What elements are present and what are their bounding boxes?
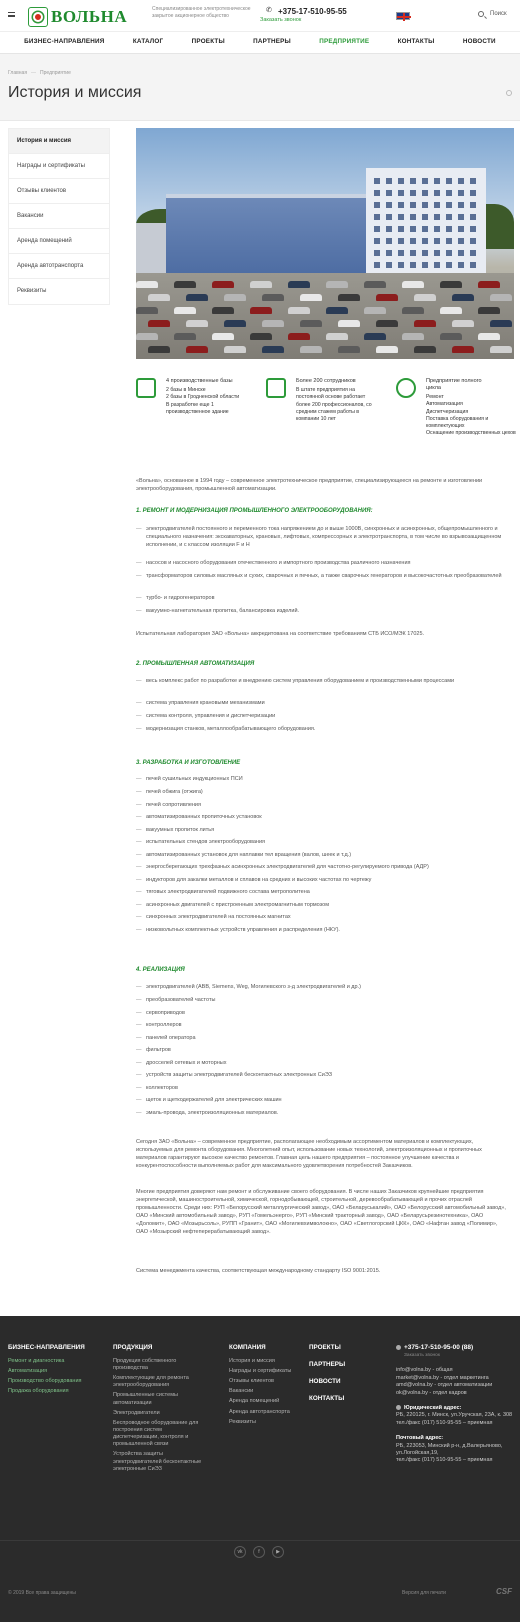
outro-paragraph: Система менеджмента качества, соответствующая международному стандарту ISO 9001:2015. [136, 1268, 381, 1274]
list-item: — тяговых электродвигателей подвижного состава метрополитена [136, 889, 506, 897]
footer-nav-news[interactable]: НОВОСТИ [309, 1377, 341, 1385]
footer-nav-projects[interactable]: ПРОЕКТЫ [309, 1344, 341, 1351]
list-item: — фильтров [136, 1047, 506, 1055]
list-item: — печей обжига (отжига) [136, 789, 506, 797]
sidebar-item-reviews[interactable]: Отзывы клиентов [9, 179, 109, 204]
footer-link[interactable]: Промышленные системы автоматизации [113, 1392, 178, 1406]
list-item: — энергосберегающих трехфазных асинхронных электродвигателей для частотно-регулируемого привода (АДР) [136, 864, 506, 872]
legal-phone: тел./факс (017) 510-95-55 – приемная [396, 1419, 493, 1426]
list-item: — весь комплекс работ по разработке и внедрению систем управления оборудованием и производственными процессами [136, 678, 506, 686]
list-item: — панелей оператора [136, 1035, 506, 1043]
breadcrumb: Главная — Предприятие [8, 70, 71, 76]
footer-heading[interactable]: БИЗНЕС-НАПРАВЛЕНИЯ [8, 1344, 85, 1351]
feature-title: Более 200 сотрудников [296, 378, 356, 384]
footer-email[interactable]: amd@volna.by - отдел автоматизации [396, 1382, 493, 1389]
footer-link[interactable]: Вакансии [229, 1388, 254, 1395]
list-item: — автоматизированных пропиточных установок [136, 814, 506, 822]
footer-email[interactable]: market@volna.by - отдел маркетинга [396, 1374, 489, 1381]
footer-contacts [396, 1344, 516, 1465]
footer-link[interactable]: Автоматизация [8, 1368, 48, 1374]
section-heading: 4. РЕАЛИЗАЦИЯ [136, 967, 185, 973]
list-item: — система управления крановыми механизмами [136, 700, 506, 708]
breadcrumb-home[interactable]: Главная [8, 70, 28, 76]
list-item: — низковольтных комплектных устройств управления и распределения (НКУ). [136, 927, 506, 935]
footer-link[interactable]: История и миссия [229, 1357, 275, 1364]
footer-link[interactable]: Ремонт и диагностика [8, 1357, 65, 1364]
list-item: — синхронных электродвигателей на постоянных магнитах [136, 914, 506, 922]
site-footer [0, 1316, 520, 1622]
breadcrumb-company[interactable]: Предприятие [40, 70, 71, 76]
page-title: История и миссия [8, 84, 142, 101]
search-label[interactable]: Поиск [490, 11, 507, 17]
header-phone[interactable]: +375-17-510-95-55 [278, 7, 347, 16]
legal-address-title: Юридический адрес: [404, 1404, 462, 1411]
nav-item-projects[interactable]: ПРОЕКТЫ [191, 38, 225, 46]
search-icon[interactable] [478, 11, 484, 17]
footer-link[interactable]: Электродвигатели [113, 1409, 160, 1416]
nav-item-contacts[interactable]: КОНТАКТЫ [397, 38, 435, 46]
list-item: — сервоприводов [136, 1010, 506, 1018]
feature-text: Ремонт Автоматизация Диспетчеризация Поставка оборудования и комплектующих Оснащение производственных цехов [426, 394, 516, 437]
feature-title: Предприятие полного цикла [426, 378, 482, 392]
section-heading: 3. РАЗРАБОТКА И ИЗГОТОВЛЕНИЕ [136, 760, 241, 766]
nav-item-catalog[interactable]: КАТАЛОГ [132, 38, 164, 46]
sidebar-item-awards[interactable]: Награды и сертификаты [9, 154, 109, 179]
site-header [0, 0, 520, 32]
list-item: — преобразователей частоты [136, 997, 506, 1005]
developer-logo[interactable]: CSF [496, 1587, 512, 1596]
sidebar-menu [8, 128, 110, 305]
sidebar-item-history[interactable]: История и миссия [9, 129, 109, 154]
logo-emblem-icon [28, 7, 48, 27]
footer-nav-contacts[interactable]: КОНТАКТЫ [309, 1394, 345, 1402]
logo[interactable] [28, 6, 132, 28]
list-item: — щеток и щеткодержателей для электрических машин [136, 1097, 506, 1105]
facebook-icon[interactable]: f [253, 1546, 265, 1558]
list-item: — насосов и насосного оборудования отечественного и импортного производства различного назначения [136, 560, 506, 568]
footer-link[interactable]: Аренда автотранспорта [229, 1408, 290, 1415]
footer-col-products [113, 1344, 203, 1476]
nav-item-company[interactable]: ПРЕДПРИЯТИЕ [319, 38, 370, 46]
post-address: РБ, 223053, Минский р-н, д.Валерьяново, ул.Логойская,19, [396, 1442, 503, 1457]
sidebar-item-requisites[interactable]: Реквизиты [17, 288, 47, 295]
section-heading: 1. РЕМОНТ И МОДЕРНИЗАЦИЯ ПРОМЫШЛЕННОГО ЭЛЕКТРООБОРУДОВАНИЯ: [136, 508, 373, 514]
list-item: — дросселей сетевых и моторных [136, 1060, 506, 1068]
company-building-photo [136, 128, 514, 359]
callback-link[interactable]: Заказать звонок [260, 17, 302, 23]
footer-callback[interactable]: Заказать звонок [404, 1352, 440, 1358]
footer-nav-partners[interactable]: ПАРТНЕРЫ [309, 1360, 346, 1368]
phone-icon: ✆ [266, 7, 272, 14]
copyright: © 2019 Все права защищены [8, 1590, 76, 1596]
list-item: — устройств защиты электродвигателей бесконтактных электронных СиЭЗ [136, 1072, 506, 1080]
nav-item-partners[interactable]: ПАРТНЕРЫ [253, 38, 291, 46]
outro-paragraph: Многие предприятия доверяют нам ремонт и обслуживание своего оборудования. В числе наших Заказчиков крупнейшие предприятия энергетической, машиностроительной, химической, горнодобывающей, строительной, деревообрабатывающей и прочих отраслей промышленности. Среди них: РУП «Белорусский металлургический завод», ОАО «Беларуськалий», ОАО «Белорусский автомобильный завод», ОАО «Минский автомобильный завод», РУП «Гомельэнерго», РУП «Минский тракторный завод», ОАО «Беларусьрезинотехника», ОАО «Доломит», ОАО «Мозырьсоль», РУПП «Гранит», ОАО «Могилевхимволокно», ОАО «Светлогорский ЦКК», ОАО «Нафтан завод «Полимир», ОАО «Мозырский нефтеперерабатывающий завод». [136, 1189, 506, 1235]
legal-address: РБ, 220125, г. Минск, ул.Уручская, 23А, к. 308 [396, 1412, 513, 1419]
outro-paragraph: Сегодня ЗАО «Вольна» – современное предприятие, располагающее необходимым ассортиментом материалов и комплектующих, используемых для ремонта оборудования. Многолетний опыт, использование новых технологий, электроизоляционных и пропиточных материалов гарантируют высокое качество ремонтов. Главная цель нашего предприятия – постоянное улучшение качества и конкурентоспособности выполняемых работ для максимального удовлетворения потребностей Заказчиков. [136, 1139, 482, 1169]
footer-col-nav [309, 1344, 379, 1408]
tagline: Специализированное электротехническое закрытое акционерное общество [152, 6, 251, 19]
footer-col-company [229, 1344, 309, 1429]
section-heading: 2. ПРОМЫШЛЕННАЯ АВТОМАТИЗАЦИЯ [136, 661, 255, 667]
feature-text: В штате предприятия на постоянной основе работает более 200 профессионалов, со средним стажем работы в компании 10 лет [296, 387, 372, 423]
settings-icon[interactable] [506, 90, 512, 96]
intro-text: «Вольна», основанное в 1994 году – современное электротехническое предприятие, специализирующееся на ремонте и изготовлении электрооборудования, промышленной автоматизации. [136, 478, 483, 492]
footer-link[interactable]: Комплектующие для ремонта электрооборудования [113, 1375, 189, 1389]
footer-link[interactable]: Устройства защиты электродвигателей бесконтактные электронные СиЭЗ [113, 1451, 202, 1472]
list-item: — печей сопротивления [136, 802, 506, 810]
nav-item-news[interactable]: НОВОСТИ [462, 38, 496, 46]
sidebar-item-premises[interactable]: Аренда помещений [9, 229, 109, 254]
list-item: — турбо- и гидрогенераторов [136, 595, 506, 603]
footer-link[interactable]: Продукция собственного производства [113, 1357, 177, 1371]
footer-link[interactable]: Производство оборудования [8, 1378, 82, 1385]
footer-link[interactable]: Беспроводное оборудование для построения систем диспетчеризации, контроля и промышленной связи [113, 1419, 199, 1448]
post-address-title: Почтовый адрес: [396, 1435, 444, 1442]
footer-phone[interactable]: +375-17-510-95-00 (88) [404, 1344, 474, 1351]
print-version-link[interactable]: Версия для печати [402, 1590, 446, 1596]
menu-icon[interactable] [8, 12, 15, 17]
logo-text: ВОЛЬНА [51, 6, 128, 26]
list-item: — электродвигателей (ABB, Siemens, Weg, Могилевского з-д электродвигателей и др.) [136, 984, 506, 992]
footer-link[interactable]: Реквизиты [229, 1418, 256, 1425]
list-item: — вакуумно-нагнетательная пропитка, балансировка изделий. [136, 608, 506, 616]
features-row [136, 378, 514, 458]
list-item: — электродвигателей постоянного и переменного тока напряжением до и выше 1000В, синхронных и асинхронных, общепромышленного и специального назначения: экскаваторных, крановых, лифтовых, компрессорных и электротранспорта, в том числе во взрывозащищенном исполнении, и с классом изоляции F и H [136, 526, 506, 550]
feature-text: 2 базы в Минске 2 базы в Гродненской области В разработке еще 1 производственное здание [166, 387, 240, 415]
list-item: — контроллеров [136, 1022, 506, 1030]
list-item: — эмаль-провода, электроизоляционных материалов. [136, 1110, 506, 1118]
footer-heading[interactable]: КОМПАНИЯ [229, 1344, 266, 1351]
workers-icon [266, 378, 286, 398]
footer-link[interactable]: Награды и сертификаты [229, 1368, 292, 1374]
factory-icon [136, 378, 156, 398]
vk-icon[interactable]: vk [234, 1546, 246, 1558]
footer-heading[interactable]: ПРОДУКЦИЯ [113, 1344, 153, 1351]
footer-divider [0, 1540, 520, 1541]
feature-title: 4 производственные базы [166, 378, 233, 384]
lab-note: Испытательная лаборатория ЗАО «Вольна» аккредитована на соответствие требованиям СТБ ИСО/МЭК 17025. [136, 631, 425, 637]
list-item: — печей сушильных индукционных ПСИ [136, 776, 506, 784]
footer-email[interactable]: ok@volna.by - отдел кадров [396, 1389, 467, 1396]
footer-link[interactable]: Продажа оборудования [8, 1388, 69, 1395]
target-icon [396, 378, 416, 398]
footer-col-business [8, 1344, 98, 1398]
footer-link[interactable]: Аренда помещений [229, 1398, 280, 1405]
list-item: — трансформаторов силовых масляных и сухих, сварочных и печных, а также сварочных генераторов и высокочастотных преобразователей [136, 573, 506, 581]
sidebar-item-transport[interactable]: Аренда автотранспорта [9, 254, 109, 279]
list-item: — индукторов для закалки металлов и сплавов на средних и высоких частотах по чертежу [136, 877, 506, 885]
list-item: — автоматизированных установок для наплавки тел вращения (валов, шеек и т.д.) [136, 852, 506, 860]
list-item: — система контроля, управления и диспетчеризации [136, 713, 506, 721]
list-item: — асинхронных двигателей с пристроенным электромагнитным тормозом [136, 902, 506, 910]
page-hero [0, 54, 520, 121]
post-phone: тел./факс (017) 510-95-55 – приемная [396, 1457, 493, 1464]
youtube-icon[interactable]: ▶ [272, 1546, 284, 1558]
list-item: — коллекторов [136, 1085, 506, 1093]
phone-icon [396, 1345, 401, 1350]
english-flag-icon[interactable] [396, 12, 410, 20]
footer-link[interactable]: Отзывы клиентов [229, 1378, 274, 1385]
location-icon [396, 1405, 401, 1410]
list-item: — вакуумных пропиток литья [136, 827, 506, 835]
list-item: — модернизация станков, металлообрабатывающего оборудования. [136, 726, 506, 734]
main-nav [0, 32, 520, 54]
footer-email[interactable]: info@volna.by - общая [396, 1367, 453, 1374]
list-item: — испытательных стендов электрооборудования [136, 839, 506, 847]
nav-item-business[interactable]: БИЗНЕС-НАПРАВЛЕНИЯ [24, 38, 105, 46]
sidebar-item-vacancies[interactable]: Вакансии [9, 204, 109, 229]
